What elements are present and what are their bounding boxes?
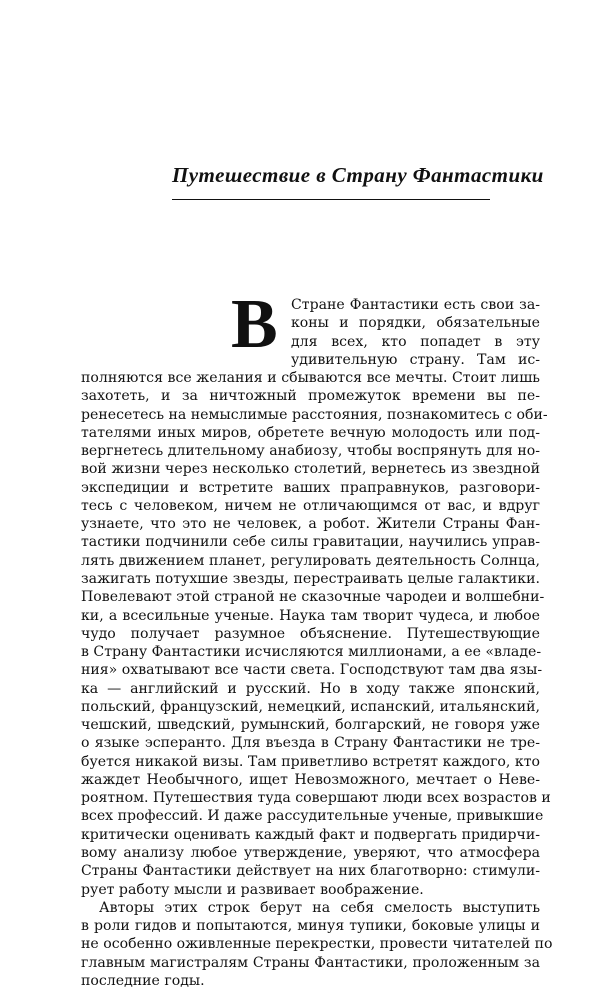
text-line: критически оценивать каждый факт и подвергать придирчи- [81,826,540,843]
text-line: последние годы. [81,972,205,989]
text-line: роятном. Путешествия туда совершают люди всех возрастов и [81,790,551,807]
text-line: тателями иных миров, обретете вечную молодость или под- [81,424,540,441]
title-underline [172,199,490,200]
text-line: польский, французский, немецкий, испанский, итальянский, [81,698,540,715]
text-line: тастики подчинили себе силы гравитации, научились управ- [81,534,540,551]
text-line: Повелевают этой страной не сказочные чародеи и волшебни- [81,589,545,606]
text-line: Страны Фантастики действует на них благотворно: стимули- [81,863,540,880]
text-line: главным магистралям Страны Фантастики, проложенным за [81,954,540,971]
text-line: экспедиции и встретите ваших праправнуков, разговори- [81,479,540,496]
text-line: о языке эсперанто. Для въезда в Страну Фантастики не тре- [81,735,540,752]
text-line: не особенно оживленные перекрестки, провести читателей по [81,936,553,953]
text-line: узнаете, что это не человек, а робот. Жители Страны Фан- [81,516,540,533]
text-line: ка — английский и русский. Но в ходу также японский, [81,680,540,697]
body-text [81,286,553,990]
text-line: в Страну Фантастики исчисляются миллионами, а ее «владе- [81,644,542,661]
text-line: для всех, кто попадет в эту [291,333,540,350]
text-line: вой жизни через несколько столетий, вернетесь из звездной [81,461,540,478]
text-line: чудо получает разумное объяснение. Путешествующие [81,625,540,642]
text-line: ренесетесь на немыслимые расстояния, познакомитесь с оби- [81,406,548,423]
text-line: чешский, шведский, румынский, болгарский, не говоря уже [81,717,540,734]
text-line: захотеть, и за ничтожный промежуток времени вы пе- [81,388,540,405]
text-line: лять движением планет, регулировать деятельность Солнца, [81,552,540,569]
text-line: ния» охватывают все части света. Господствуют там два язы- [81,662,543,679]
drop-cap: В [231,286,278,363]
text-line: вому анализу любое утверждение, уверяют, что атмосфера [81,844,540,861]
text-line: Стране Фантастики есть свои за- [291,297,540,313]
text-line: рует работу мысли и развивает воображение. [81,881,424,898]
text-line: удивительную страну. Там ис- [291,351,540,368]
text-line: ки, а всесильные ученые. Наука там творит чудеса, и любое [81,607,540,624]
text-line: Авторы этих строк берут на себя смелость выступить [99,899,540,916]
text-line: вергнетесь длительному анабиозу, чтобы воспрянуть для но- [81,443,540,460]
section-title: Путешествие в Страну Фантастики [172,163,544,187]
text-line: зажигать потухшие звезды, перестраивать целые галактики. [81,570,540,587]
text-line: тесь с человеком, ничем не отличающимся от вас, и вдруг [81,497,540,514]
text-line: в роли гидов и попытаются, минуя тупики, боковые улицы и [81,918,540,935]
text-line: всех профессий. И даже рассудительные ученые, привыкшие [81,808,544,825]
text-line: буется никакой визы. Там приветливо встретят каждого, кто [81,753,540,770]
text-line: полняются все желания и сбываются все мечты. Стоит лишь [81,370,540,387]
text-line: жаждет Необычного, ищет Невозможного, мечтает о Неве- [81,771,540,788]
text-line: коны и порядки, обязательные [291,315,540,332]
